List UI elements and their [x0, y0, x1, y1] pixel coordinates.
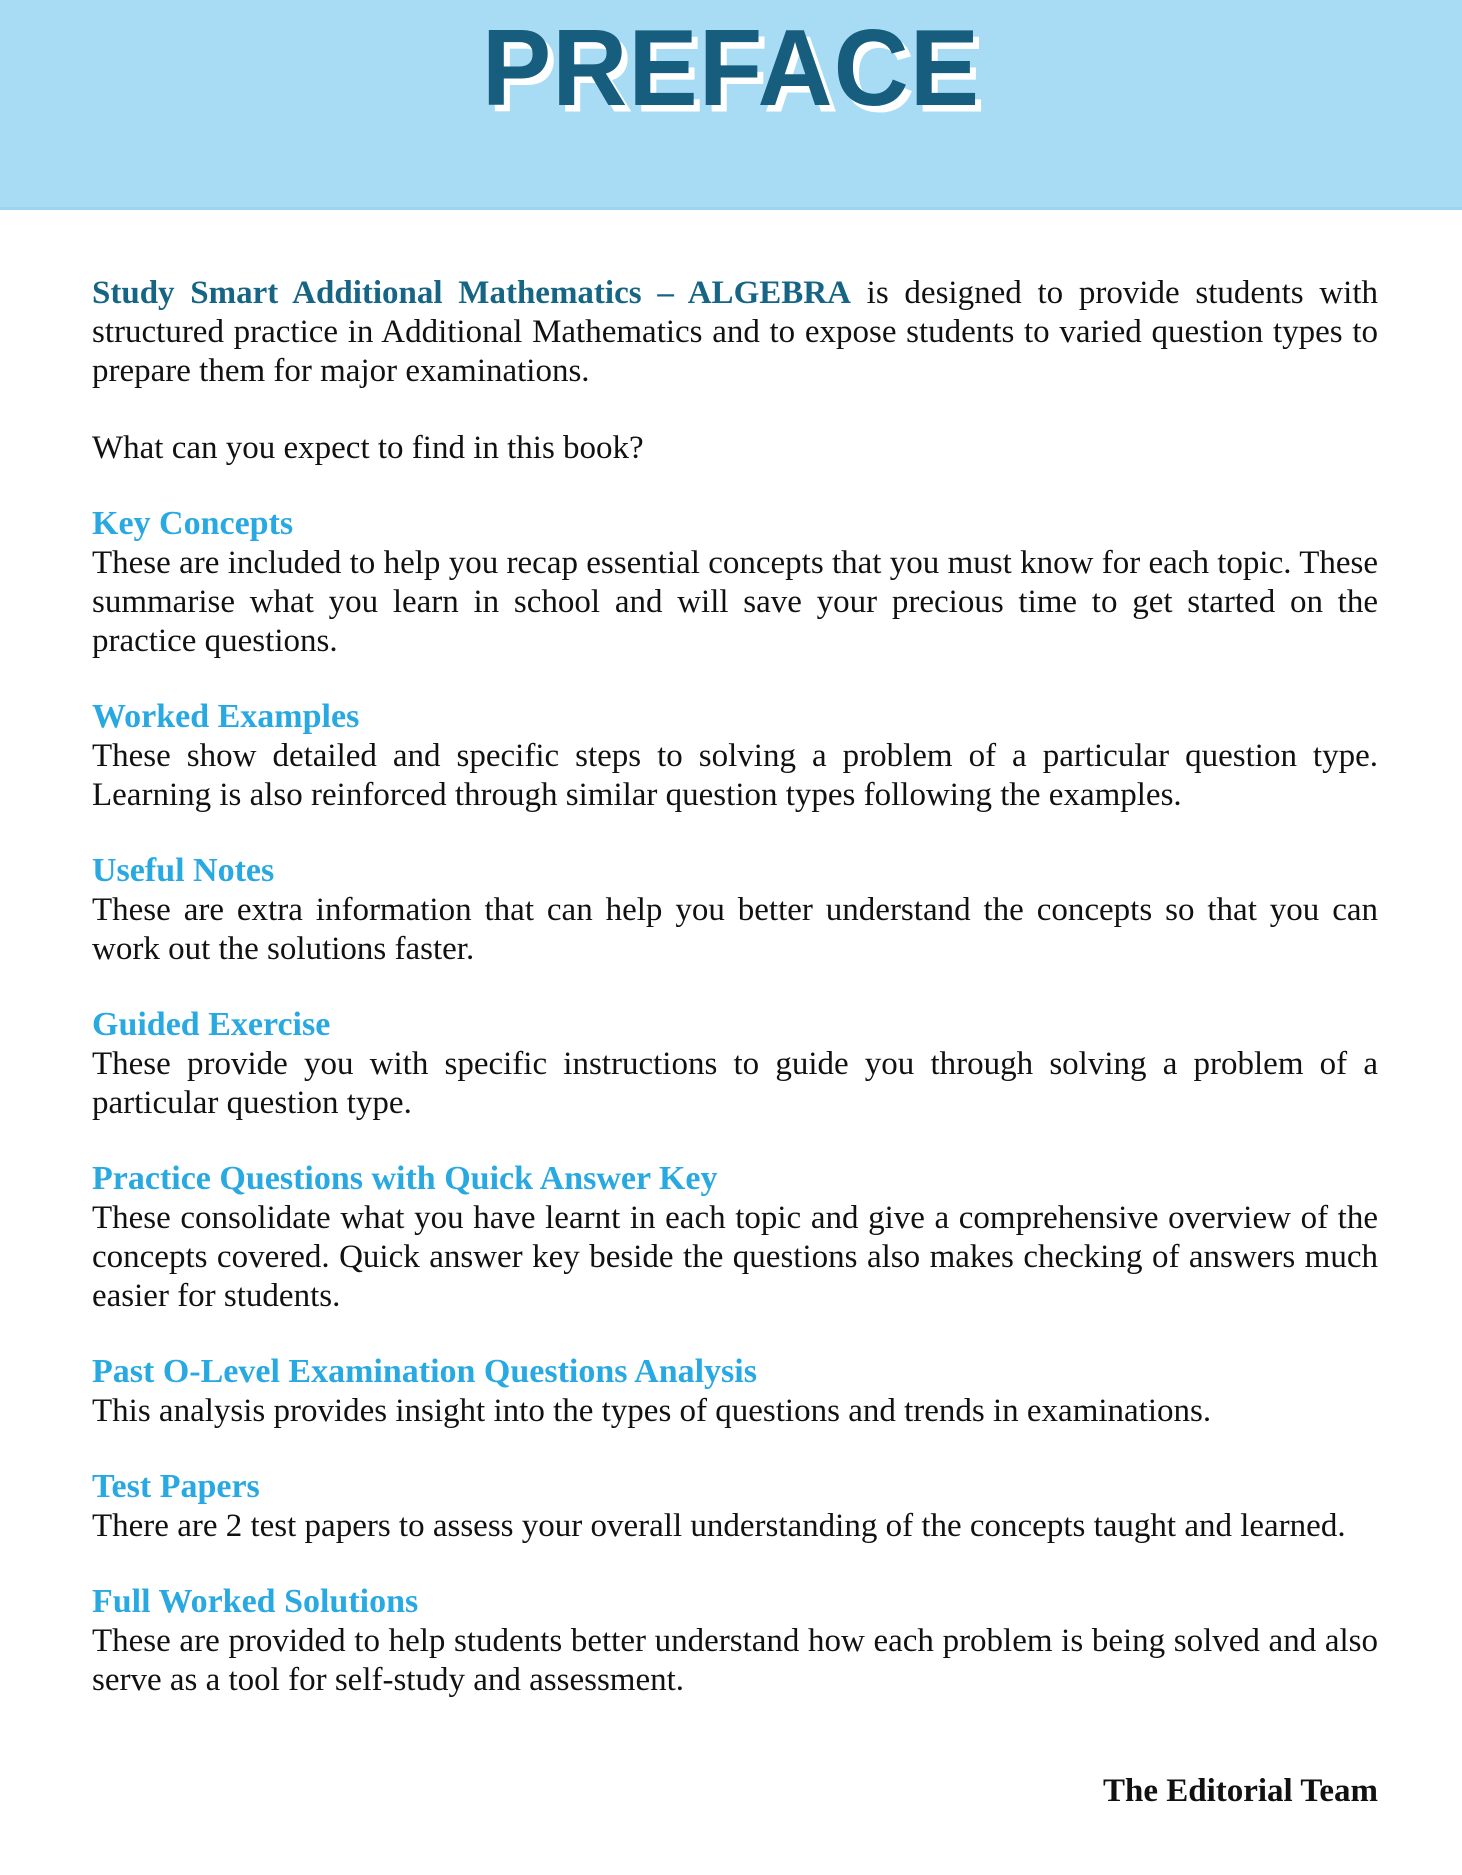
section-heading: Useful Notes [92, 852, 275, 889]
section-body: These show detailed and specific steps to solving a problem of a particular question type. Learning is also reinforced through similar question types following the examples. [92, 738, 1378, 813]
question-line: What can you expect to find in this book? [92, 430, 644, 466]
section-heading: Key Concepts [92, 505, 294, 542]
section-heading: Test Papers [92, 1468, 260, 1505]
page-title: PREFACE [481, 8, 981, 129]
section-test-papers [92, 1467, 1378, 1546]
section-guided-exercise [92, 1005, 1378, 1123]
intro-rest-text: is designed to provide students with structured practice in Additional Mathematics and to expose students to varied question types to prepare them for major examinations. [92, 275, 1378, 389]
section-heading: Practice Questions with Quick Answer Key [92, 1160, 718, 1197]
section-heading: Worked Examples [92, 698, 360, 735]
intro-book-title: Study Smart Additional Mathematics – ALGEBRA [92, 275, 851, 311]
section-practice-questions [92, 1159, 1378, 1316]
section-body: These are extra information that can help you better understand the concepts so that you can work out the solutions faster. [92, 892, 1378, 967]
intro-paragraph [92, 274, 1378, 391]
section-past-o-level-analysis [92, 1352, 1378, 1431]
section-heading: Full Worked Solutions [92, 1583, 419, 1620]
page-content [0, 210, 1462, 1811]
signature: The Editorial Team [1102, 1773, 1378, 1809]
header-band [0, 0, 1462, 210]
section-body: This analysis provides insight into the types of questions and trends in examinations. [92, 1393, 1212, 1429]
section-body: These are provided to help students better understand how each problem is being solved and also serve as a tool for self-study and assessment. [92, 1623, 1378, 1698]
section-useful-notes [92, 851, 1378, 969]
section-heading: Guided Exercise [92, 1006, 331, 1043]
section-worked-examples [92, 697, 1378, 815]
section-body: These consolidate what you have learnt in each topic and give a comprehensive overview of the concepts covered. Quick answer key beside the questions also makes checking of answers much easier for students. [92, 1200, 1378, 1314]
section-body: There are 2 test papers to assess your overall understanding of the concepts taught and learned. [92, 1508, 1346, 1544]
section-body: These are included to help you recap essential concepts that you must know for each topic. These summarise what you learn in school and will save your precious time to get started on the practice questions. [92, 545, 1378, 659]
section-body: These provide you with specific instructions to guide you through solving a problem of a particular question type. [92, 1046, 1378, 1121]
section-full-worked-solutions [92, 1582, 1378, 1700]
section-key-concepts [92, 504, 1378, 661]
section-heading: Past O-Level Examination Questions Analysis [92, 1353, 757, 1390]
